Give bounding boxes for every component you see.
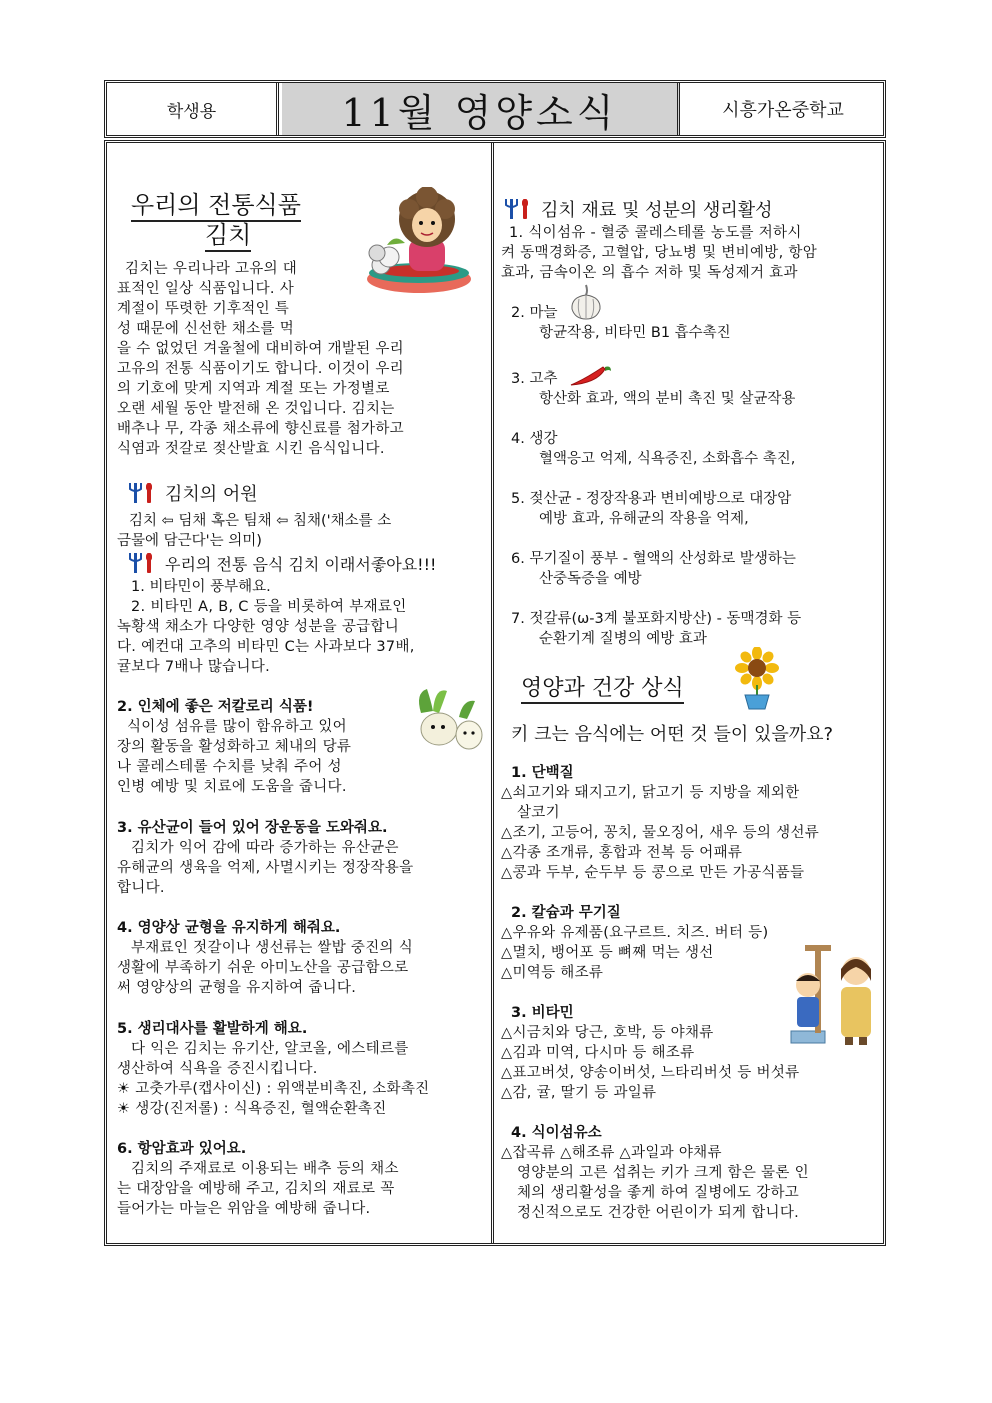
sunflower-pot-illustration: [729, 647, 785, 711]
health-4-heading: 4. 식이섬유소: [511, 1125, 602, 1141]
section-4-text: 부재료인 젓갈이나 생선류는 쌀밥 중진의 식 생활에 부족하기 쉬운 아미노산을 공급함으로 써 영양상의 균형을 유지하여 줍니다.: [117, 940, 414, 996]
ingredient-3-title: 3. 고추: [511, 371, 558, 387]
section-6-heading: 6. 항암효과 있어요.: [117, 1141, 247, 1157]
garlic-icon: [567, 283, 605, 321]
ingredient-2-text: 항균작용, 비타민 B1 흡수촉진: [539, 325, 731, 341]
section-3-heading: 3. 유산균이 들어 있어 장운동을 도와줘요.: [117, 820, 388, 836]
ingredient-4-title: 4. 생강: [511, 431, 558, 447]
ingredient-5-line2: 예방 효과, 유해균의 작용을 억제,: [539, 511, 749, 527]
etym-heading: 김치의 어원: [129, 483, 258, 505]
header-bar: [104, 80, 886, 138]
section-5-text: 다 익은 김치는 유기산, 알코올, 에스테르를 생산하여 식욕을 증진시킵니다. ☀ 고춧가루(캡사이신) : 위액분비촉진, 소화촉진 ☀ 생강(진저롤) : 식욕증진, 혈액순환촉진: [117, 1041, 430, 1117]
good-item-1: 1. 비타민이 풍부해요.: [131, 579, 271, 595]
ingredient-1: 1. 식이섬유 - 혈중 콜레스테롤 농도를 저하시 켜 동맥경화증, 고혈압, 당뇨병 및 변비예방, 항암 효과, 금속이온 의 흡수 저하 및 독성제거 효과: [501, 225, 818, 281]
ingredient-7-line1: 7. 젓갈류(ω-3계 불포화지방산) - 동맥경화 등: [511, 611, 802, 627]
section-5-heading: 5. 생리대사를 활발하게 해요.: [117, 1021, 308, 1037]
radish-illustration: [411, 683, 485, 757]
content-area: [104, 140, 886, 1246]
health-2-heading: 2. 칼슘과 무기질: [511, 905, 621, 921]
ingredient-7-line2: 순환기계 질병의 예방 효과: [539, 631, 707, 647]
chili-pepper-icon: [567, 363, 613, 389]
good-heading: 우리의 전통 음식 김치 이래서좋아요!!!: [129, 553, 436, 575]
ingredient-6-line1: 6. 무기질이 풍부 - 혈액의 산성화로 발생하는: [511, 551, 796, 567]
column-divider: [491, 143, 494, 1243]
good-item-2: 2. 비타민 A, B, C 등을 비롯하여 부재료인 녹황색 채소가 다양한 영양 성분을 공급합니 다. 예컨대 고추의 비타민 C는 사과보다 37배, 귤보다 7배나 많습니다.: [117, 599, 415, 675]
ingredient-3-text: 항산화 효과, 액의 분비 촉진 및 살균작용: [539, 391, 796, 407]
audience-label: 학생용: [107, 83, 279, 135]
ingredient-4-text: 혈액응고 억제, 식욕증진, 소화흡수 촉진,: [539, 451, 796, 467]
school-name: 시흥가온중학교: [722, 100, 844, 121]
main-title-line1: 우리의 전통식품: [131, 195, 301, 215]
etym-line2: 금물에 담근다'는 의미): [117, 533, 262, 549]
section-6-text: 김치의 주재료로 이용되는 배추 등의 채소 는 대장암을 예방해 주고, 김치의 재료로 꼭 들어가는 마늘은 위암을 예방해 줍니다.: [117, 1161, 399, 1217]
fork-spoon-icon: [129, 483, 157, 503]
section-2-heading: 2. 인체에 좋은 저칼로리 식품!: [117, 699, 314, 715]
section-2-text: 식이성 섬유를 많이 함유하고 있어 장의 활동을 활성화하고 체내의 당류 나 콜레스테롤 수치를 낮춰 주어 성 인병 예방 및 치료에 도움을 줍니다.: [117, 719, 352, 795]
health-2-items: △우유와 유제품(요구르트. 치즈. 버터 등) △멸치, 뱅어포 등 뼈째 먹는 생선 △미역등 해조류: [501, 925, 769, 981]
page-title: 11월 영양소식: [282, 83, 680, 135]
ingredient-2-title: 2. 마늘: [511, 305, 558, 321]
section-4-heading: 4. 영양상 균형을 유지하게 해줘요.: [117, 920, 341, 936]
section-3-text: 김치가 익어 감에 따라 증가하는 유산균은 유해균의 생육을 억제, 사멸시키는 정장작용을 합니다.: [117, 840, 414, 896]
kimchi-intro-wrapped: 김치는 우리나라 고유의 대 표적인 일상 식품입니다. 사 계절이 뚜렷한 기후적인 특 성 때문에 신선한 채소를 먹: [117, 261, 298, 337]
health-title: 영양과 건강 상식: [521, 679, 684, 699]
kimchi-girl-illustration: [351, 187, 479, 297]
main-title-line2: 김치: [205, 225, 251, 245]
fork-spoon-icon: [129, 553, 157, 573]
health-3-items: △시금치와 당근, 호박, 등 야채류 △김과 미역, 다시마 등 해조류 △표고버섯, 양송이버섯, 느타리버섯 등 버섯류 △감, 귤, 딸기 등 과일류: [501, 1025, 800, 1101]
health-1-items: △쇠고기와 돼지고기, 닭고기 등 지방을 제외한 살코기 △조기, 고등어, 꽁치, 물오징어, 새우 등의 생선류 △각종 조개류, 홍합과 전복 등 어패류 △콩과 두부, 순두부 등 콩으로 만든 가공식품들: [501, 785, 820, 881]
health-1-heading: 1. 단백질: [511, 765, 574, 781]
ingredient-6-line2: 산중독증을 예방: [539, 571, 642, 587]
etym-line1: 김치 ⇦ 딤채 혹은 팀채 ⇦ 침채('채소를 소: [129, 513, 392, 529]
health-3-heading: 3. 비타민: [511, 1005, 574, 1021]
health-question: 키 크는 음식에는 어떤 것 들이 있을까요?: [511, 724, 834, 745]
ingredient-heading: 김치 재료 및 성분의 생리활성: [505, 199, 773, 221]
ingredient-5-line1: 5. 젖산균 - 정장작용과 변비예방으로 대장암: [511, 491, 792, 507]
fork-spoon-icon: [505, 199, 533, 219]
newsletter-frame: [104, 80, 886, 1248]
health-4-items: △잡곡류 △해조류 △과일과 야채류 영양분의 고른 섭취는 키가 크게 함은 물론 인 체의 생리활성을 좋게 하여 질병에도 강하고 정신적으로도 건강한 어린이가 되게 합니다.: [501, 1145, 809, 1221]
kimchi-intro-full: 을 수 없었던 겨울철에 대비하여 개발된 우리 고유의 전통 식품이기도 합니다. 이것이 우리 의 기호에 맞게 지역과 계절 또는 가정별로 오랜 세월 동안 발전해 온 것입니다. 김치는 배추나 무, 각종 채소류에 향신료를 첨가하고 식염과 젓갈로 젖산발효 시킨 음식입니다.: [117, 341, 404, 457]
